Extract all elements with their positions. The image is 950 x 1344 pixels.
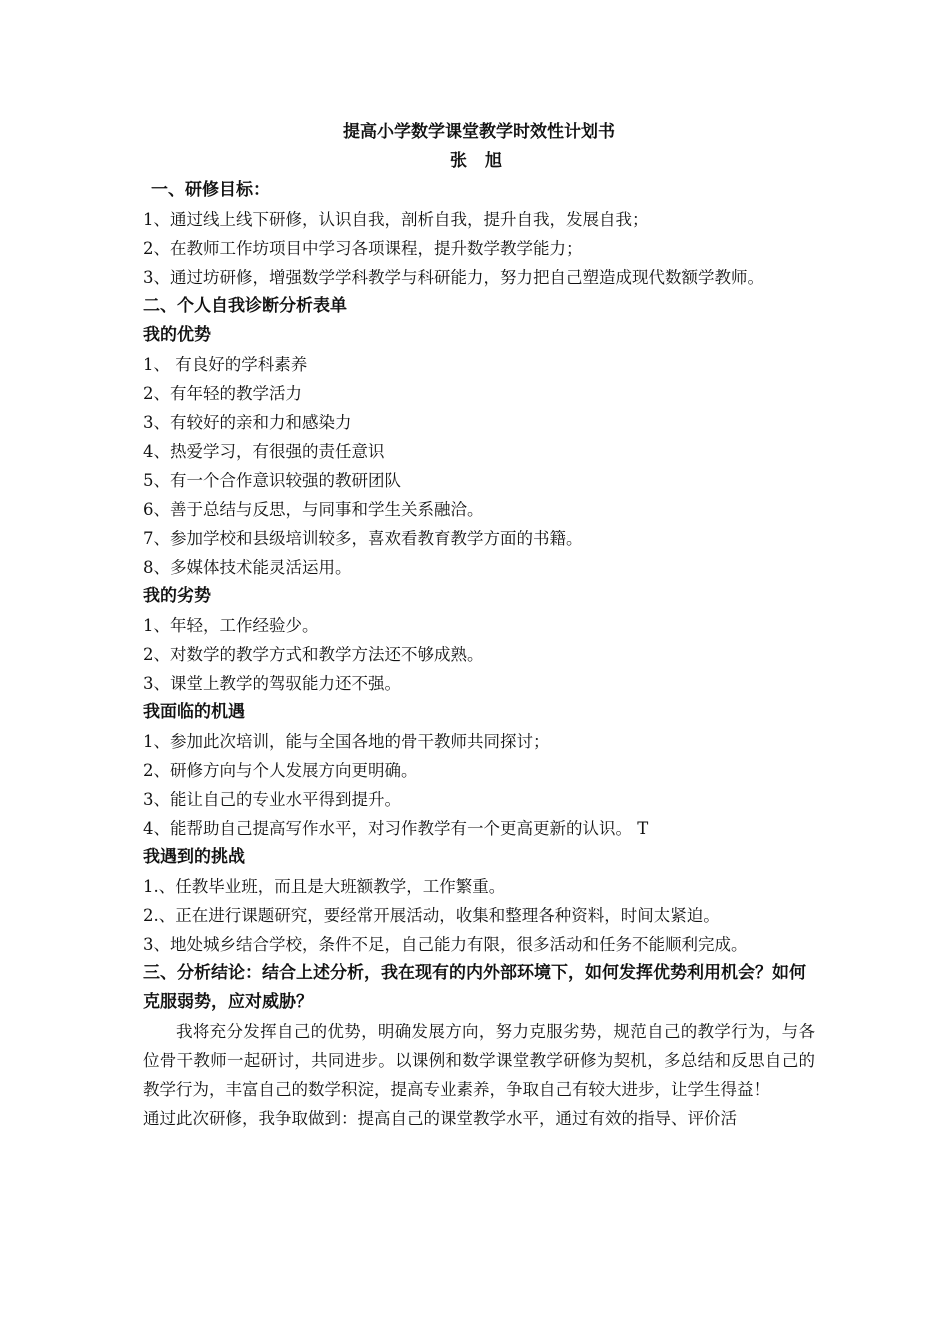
section1-item: 2、在教师工作坊项目中学习各项课程，提升数学教学能力；	[143, 239, 583, 258]
section1-item: 3、通过坊研修，增强数学学科教学与科研能力，努力把自己塑造成现代数额学教师。	[143, 268, 764, 287]
opportunity-item: 1、参加此次培训，能与全国各地的骨干教师共同探讨；	[143, 732, 550, 751]
strength-item: 5、有一个合作意识较强的教研团队	[143, 471, 401, 490]
weakness-item: 1、年轻，工作经验少。	[143, 616, 319, 635]
threats-heading: 我遇到的挑战	[143, 847, 245, 867]
opportunity-item: 3、能让自己的专业水平得到提升。	[143, 790, 401, 809]
weakness-item: 3、课堂上教学的驾驭能力还不强。	[143, 674, 401, 693]
document-author: 张 旭	[450, 151, 508, 171]
document-page	[143, 118, 815, 1133]
section1-item: 1、通过线上线下研修，认识自我，剖析自我，提升自我，发展自我；	[143, 210, 649, 229]
threat-item: 3、地处城乡结合学校，条件不足，自己能力有限，很多活动和任务不能顺利完成。	[143, 935, 748, 954]
strength-item: 8、多媒体技术能灵活运用。	[143, 558, 352, 577]
opportunities-heading: 我面临的机遇	[143, 702, 245, 722]
strength-item: 7、参加学校和县级培训较多，喜欢看教育教学方面的书籍。	[143, 529, 583, 548]
section1-heading: 一、研修目标：	[151, 180, 270, 200]
strength-item: 1、 有良好的学科素养	[143, 355, 308, 374]
threat-item: 2.、正在进行课题研究，要经常开展活动，收集和整理各种资料，时间太紧迫。	[143, 906, 720, 925]
strengths-heading: 我的优势	[143, 325, 211, 345]
strength-item: 2、有年轻的教学活力	[143, 384, 302, 403]
strength-item: 4、热爱学习，有很强的责任意识	[143, 442, 385, 461]
strength-item: 3、有较好的亲和力和感染力	[143, 413, 352, 432]
threat-item: 1.、任教毕业班，而且是大班额教学，工作繁重。	[143, 877, 506, 896]
section3-heading: 三、分析结论：结合上述分析，我在现有的内外部环境下，如何发挥优势利用机会？如何克服弱势，应对威胁？	[143, 963, 806, 1012]
section3-paragraph: 我将充分发挥自己的优势，明确发展方向，努力克服劣势，规范自己的教学行为，与各位骨干教师一起研讨，共同进步。以课例和数学课堂教学研修为契机，多总结和反思自己的教学行为，丰富自己的数学积淀，提高专业素养，争取自己有较大进步，让学生得益！	[143, 1022, 815, 1099]
section3-paragraph: 通过此次研修，我争取做到：提高自己的课堂教学水平，通过有效的指导、评价活	[143, 1109, 737, 1128]
opportunity-item: 4、能帮助自己提高写作水平，对习作教学有一个更高更新的认识。 T	[143, 819, 649, 838]
strength-item: 6、善于总结与反思，与同事和学生关系融洽。	[143, 500, 484, 519]
weaknesses-heading: 我的劣势	[143, 586, 211, 606]
weakness-item: 2、对数学的教学方式和教学方法还不够成熟。	[143, 645, 484, 664]
opportunity-item: 2、研修方向与个人发展方向更明确。	[143, 761, 418, 780]
document-title: 提高小学数学课堂教学时效性计划书	[343, 122, 615, 142]
section2-heading: 二、个人自我诊断分析表单	[143, 296, 347, 316]
